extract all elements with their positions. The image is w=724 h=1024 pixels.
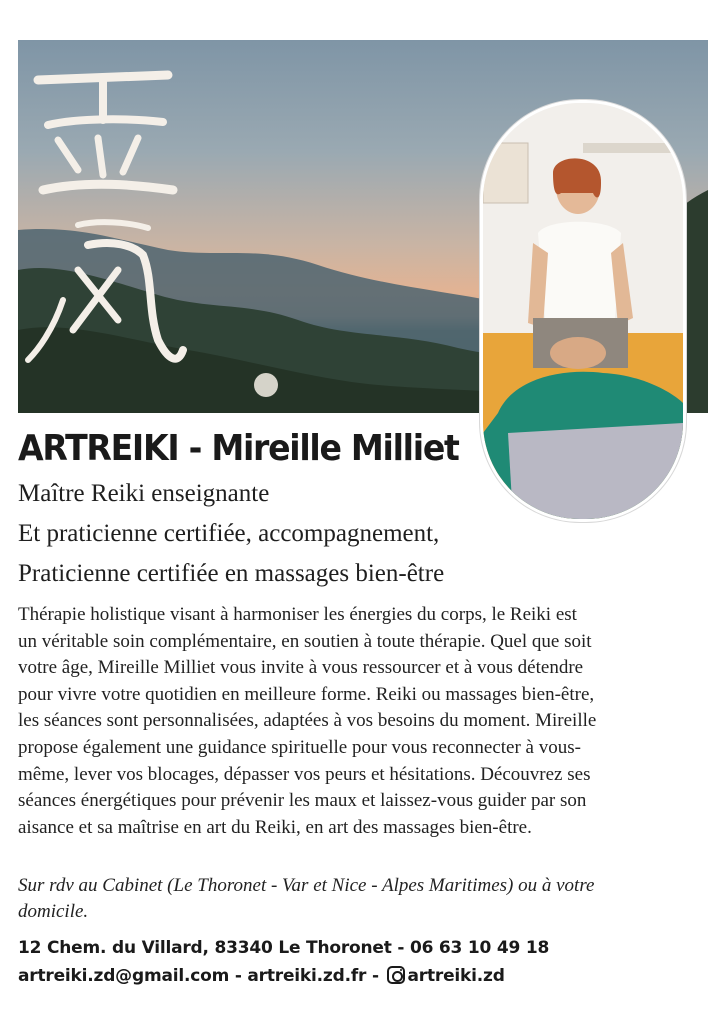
- contact-links: [18, 966, 505, 986]
- appointment-note: [18, 873, 708, 925]
- appointment-line: Sur rdv au Cabinet (Le Thoronet - Var et Nice - Alpes Maritimes) ou à votre: [18, 875, 595, 896]
- body-line: propose également une guidance spirituelle pour vous reconnecter à vous-: [18, 736, 581, 758]
- body-line: votre âge, Mireille Milliet vous invite à vous ressourcer et à vous détendre: [18, 657, 584, 679]
- body-line: un véritable soin complémentaire, en soutien à toute thérapie. Quel que soit: [18, 630, 592, 652]
- body-line: aisance et sa maîtrise en art du Reiki, en art des massages bien-être.: [18, 816, 532, 838]
- body-line: séances énergétiques pour prévenir les maux et laissez-vous guider par son: [18, 790, 587, 812]
- instagram-handle: artreiki.zd: [407, 966, 505, 986]
- body-line: même, lever vos blocages, dépasser vos peurs et hésitations. Découvrez ses: [18, 763, 591, 785]
- subtitle-line-1: Maître Reiki enseignante: [18, 480, 270, 507]
- address-phone: 12 Chem. du Villard, 83340 Le Thoronet - 06 63 10 49 18: [18, 938, 550, 958]
- instagram-icon: [387, 966, 405, 984]
- email-website: artreiki.zd@gmail.com - artreiki.zd.fr -: [18, 966, 379, 986]
- reiki-session-illustration: [483, 103, 683, 519]
- subtitle-line-2: Et praticienne certifiée, accompagnement,: [18, 520, 440, 547]
- portrait-photo: [480, 100, 686, 522]
- body-line: Thérapie holistique visant à harmoniser les énergies du corps, le Reiki est: [18, 604, 577, 625]
- subtitle-line-3: Praticienne certifiée en massages bien-être: [18, 560, 445, 587]
- body-line: pour vivre votre quotidien en meilleure forme. Reiki ou massages bien-être,: [18, 683, 595, 705]
- page-title: ARTREIKI - Mireille Milliet: [18, 428, 459, 469]
- body-line: les séances sont personnalisées, adaptées à vos besoins du moment. Mireille: [18, 710, 597, 732]
- calligraphy-artwork: [18, 40, 198, 390]
- description-paragraph: [18, 602, 708, 841]
- appointment-line: domicile.: [18, 901, 89, 922]
